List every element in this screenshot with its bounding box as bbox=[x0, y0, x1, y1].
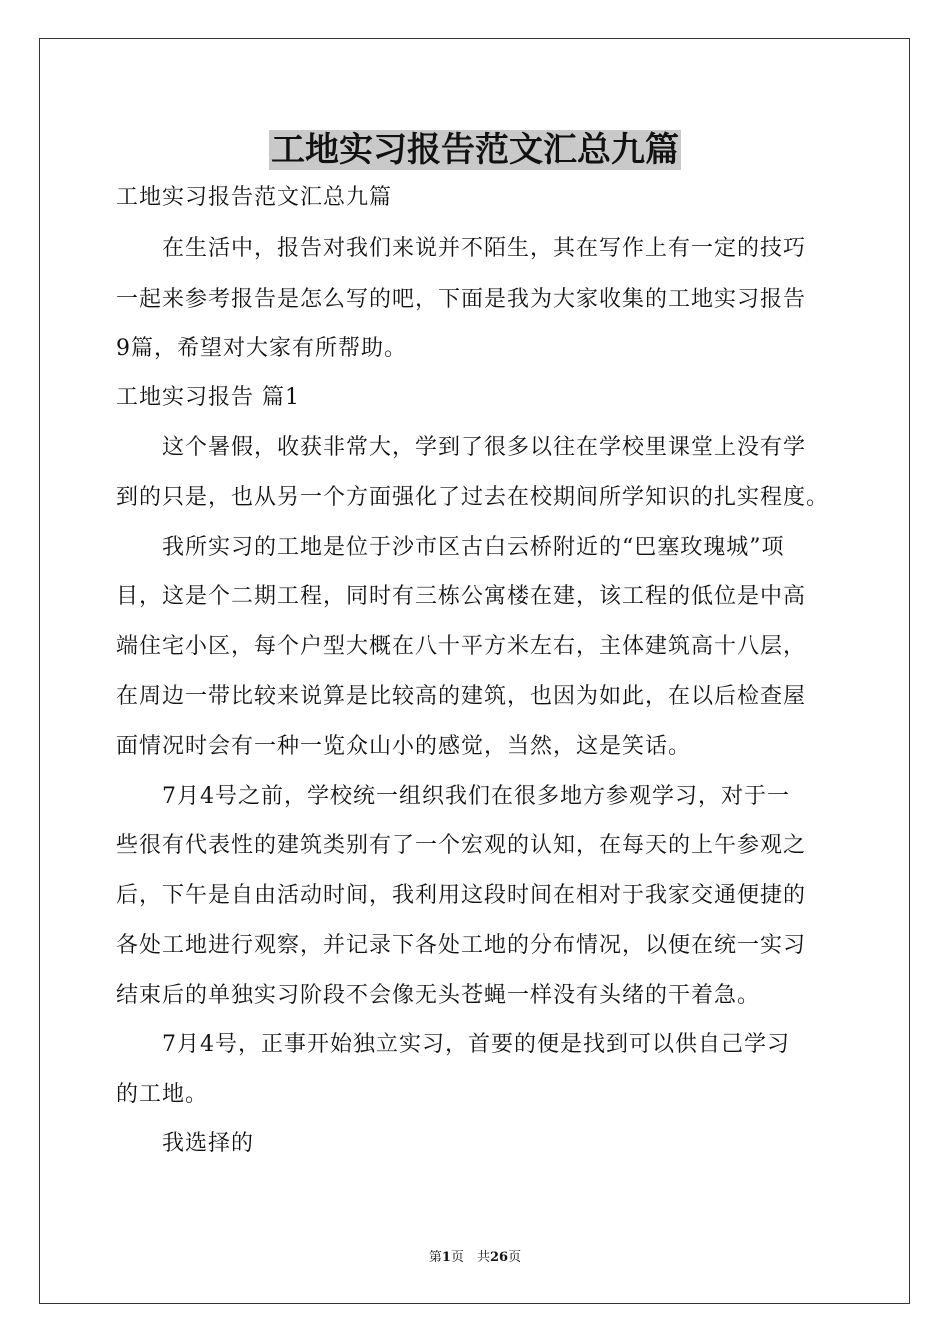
body-line: 结束后的单独实习阶段不会像无头苍蝇一样没有头绪的干着急。 bbox=[116, 983, 761, 1008]
body-line: 一起来参考报告是怎么写的吧，下面是我为大家收集的工地实习报告 bbox=[116, 287, 807, 312]
page-prefix: 第 bbox=[428, 1250, 442, 1265]
body-line: 9篇，希望对大家有所帮助。 bbox=[116, 336, 407, 361]
body-line: 7月4号，正事开始独立实习，首要的便是找到可以供自己学习 bbox=[116, 1032, 790, 1057]
body-line: 在周边一带比较来说算是比较高的建筑，也因为如此，在以后检查屋 bbox=[116, 684, 807, 709]
subtitle-line: 工地实习报告范文汇总九篇 bbox=[116, 185, 393, 210]
body-line: 目，这是个二期工程，同时有三栋公寓楼在建，该工程的低位是中高 bbox=[116, 584, 807, 609]
body-line: 后，下午是自由活动时间，我利用这段时间在相对于我家交通便捷的 bbox=[116, 883, 807, 908]
body-line: 各处工地进行观察，并记录下各处工地的分布情况，以便在统一实习 bbox=[116, 933, 807, 958]
page-suffix: 页 bbox=[508, 1250, 522, 1265]
body-line: 些很有代表性的建筑类别有了一个宏观的认知，在每天的上午参观之 bbox=[116, 833, 807, 858]
page-footer bbox=[0, 1249, 950, 1267]
section-heading: 工地实习报告 篇1 bbox=[116, 385, 300, 410]
body-line: 面情况时会有一种一览众山小的感觉，当然，这是笑话。 bbox=[116, 734, 692, 759]
body-line: 我选择的 bbox=[116, 1131, 255, 1156]
body-line: 7月4号之前，学校统一组织我们在很多地方参观学习，对于一 bbox=[116, 784, 790, 809]
body-line: 这个暑假，收获非常大，学到了很多以往在学校里课堂上没有学 bbox=[116, 435, 807, 460]
body-line: 到的只是，也从另一个方面强化了过去在校期间所学知识的扎实程度。 bbox=[116, 485, 830, 510]
document-title-text: 工地实习报告范文汇总九篇 bbox=[271, 130, 679, 170]
body-line: 在生活中，报告对我们来说并不陌生，其在写作上有一定的技巧 bbox=[116, 236, 807, 261]
document-title bbox=[0, 128, 950, 172]
total-page-count: 26 bbox=[489, 1250, 509, 1265]
current-page-number: 1 bbox=[441, 1250, 451, 1265]
body-line: 我所实习的工地是位于沙市区古白云桥附近的“巴塞玫瑰城”项 bbox=[116, 535, 785, 560]
body-line: 端住宅小区，每个户型大概在八十平方米左右，主体建筑高十八层， bbox=[116, 634, 807, 659]
body-line: 的工地。 bbox=[116, 1082, 209, 1107]
page-mid: 页 共 bbox=[450, 1250, 490, 1265]
page-border bbox=[39, 38, 910, 1304]
